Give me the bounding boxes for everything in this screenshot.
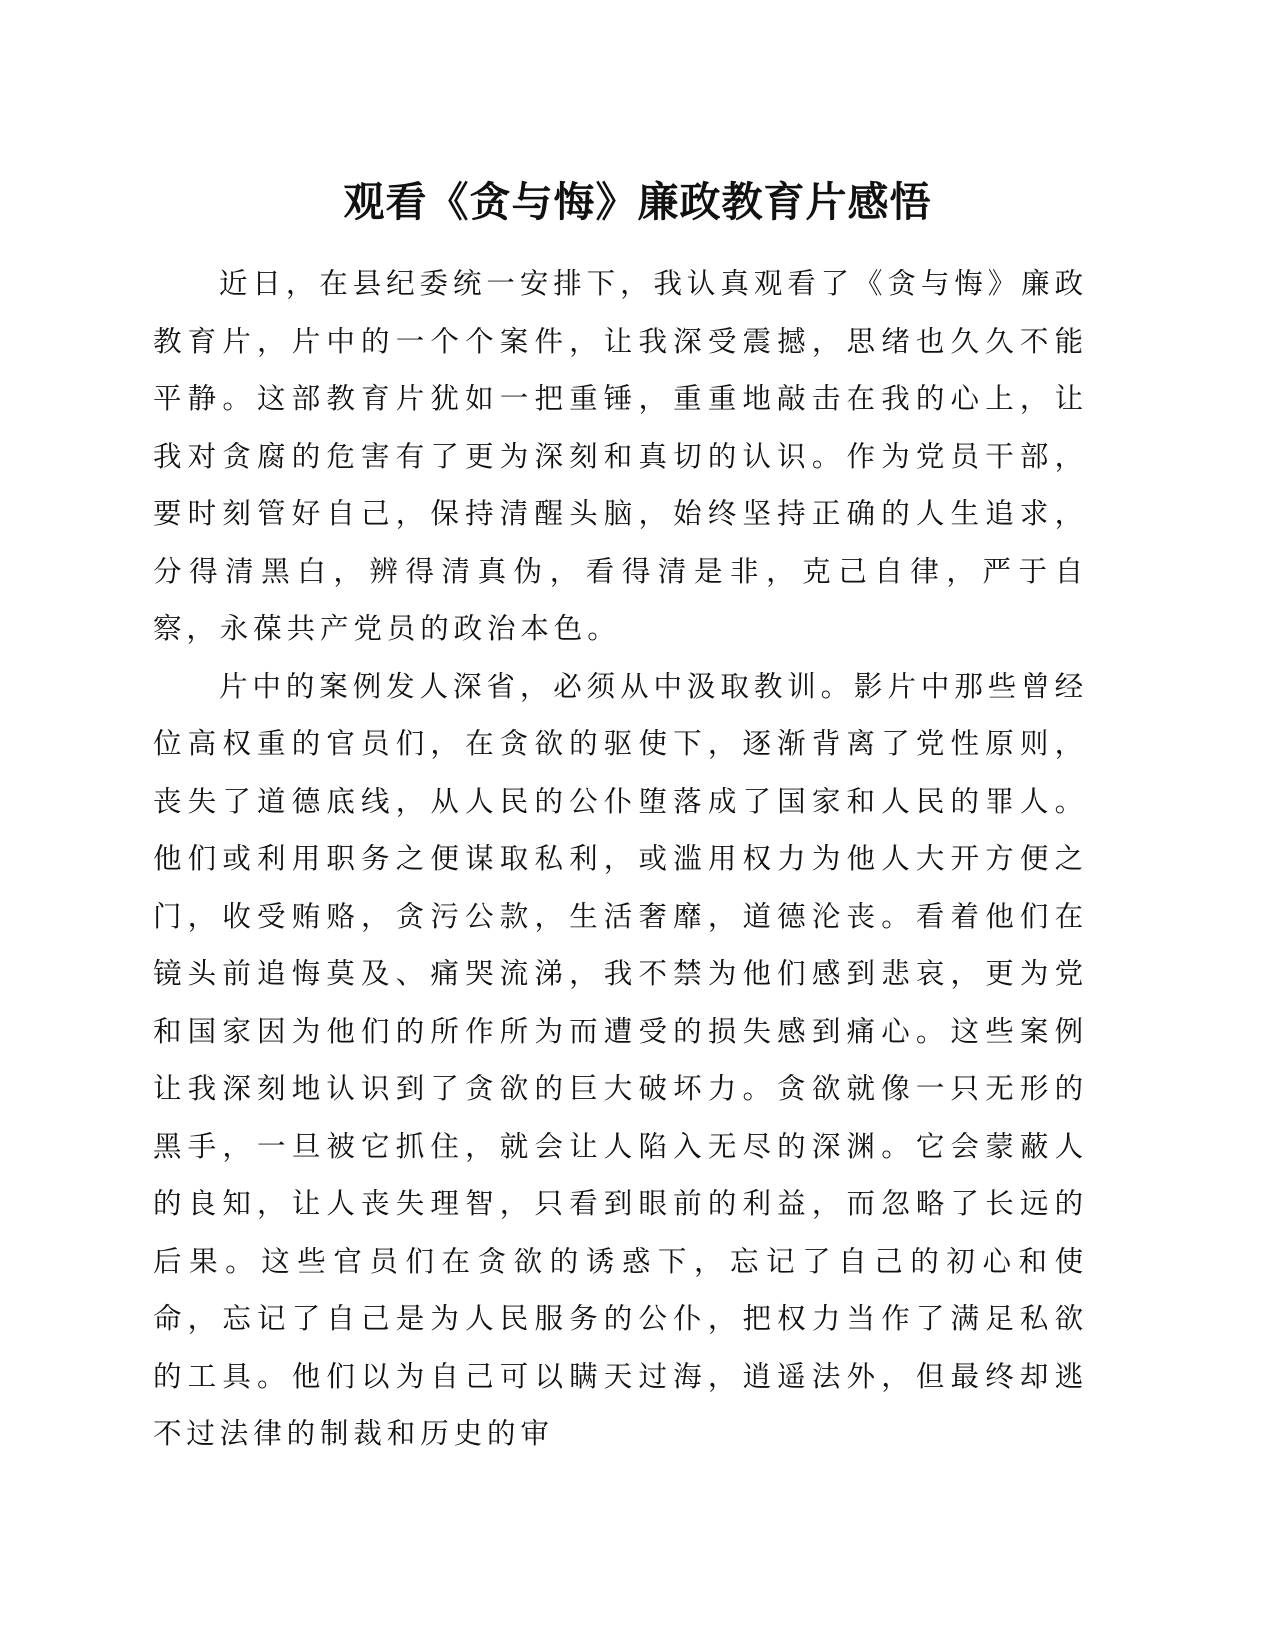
document-body (153, 255, 1088, 1463)
paragraph-2: 片中的案例发人深省，必须从中汲取教训。影片中那些曾经位高权重的官员们，在贪欲的驱使下，逐渐背离了党性原则，丧失了道德底线，从人民的公仆堕落成了国家和人民的罪人。他们或利用职务之便谋取私利，或滥用权力为他人大开方便之门，收受贿赂，贪污公款，生活奢靡，道德沦丧。看着他们在镜头前追悔莫及、痛哭流涕，我不禁为他们感到悲哀，更为党和国家因为他们的所作所为而遭受的损失感到痛心。这些案例让我深刻地认识到了贪欲的巨大破坏力。贪欲就像一只无形的黑手，一旦被它抓住，就会让人陷入无尽的深渊。它会蒙蔽人的良知，让人丧失理智，只看到眼前的利益，而忽略了长远的后果。这些官员们在贪欲的诱惑下，忘记了自己的初心和使命，忘记了自己是为人民服务的公仆，把权力当作了满足私欲的工具。他们以为自己可以瞒天过海，逍遥法外，但最终却逃不过法律的制裁和历史的审 (153, 669, 1088, 1450)
document-title: 观看《贪与悔》廉政教育片感悟 (343, 178, 932, 226)
paragraph-1: 近日，在县纪委统一安排下，我认真观看了《贪与悔》廉政教育片，片中的一个个案件，让我深受震撼，思绪也久久不能平静。这部教育片犹如一把重锤，重重地敲击在我的心上，让我对贪腐的危害有了更为深刻和真切的认识。作为党员干部，要时刻管好自己，保持清醒头脑，始终坚持正确的人生追求，分得清黑白，辨得清真伪，看得清是非，克己自律，严于自察，永葆共产党员的政治本色。 (153, 267, 1088, 645)
